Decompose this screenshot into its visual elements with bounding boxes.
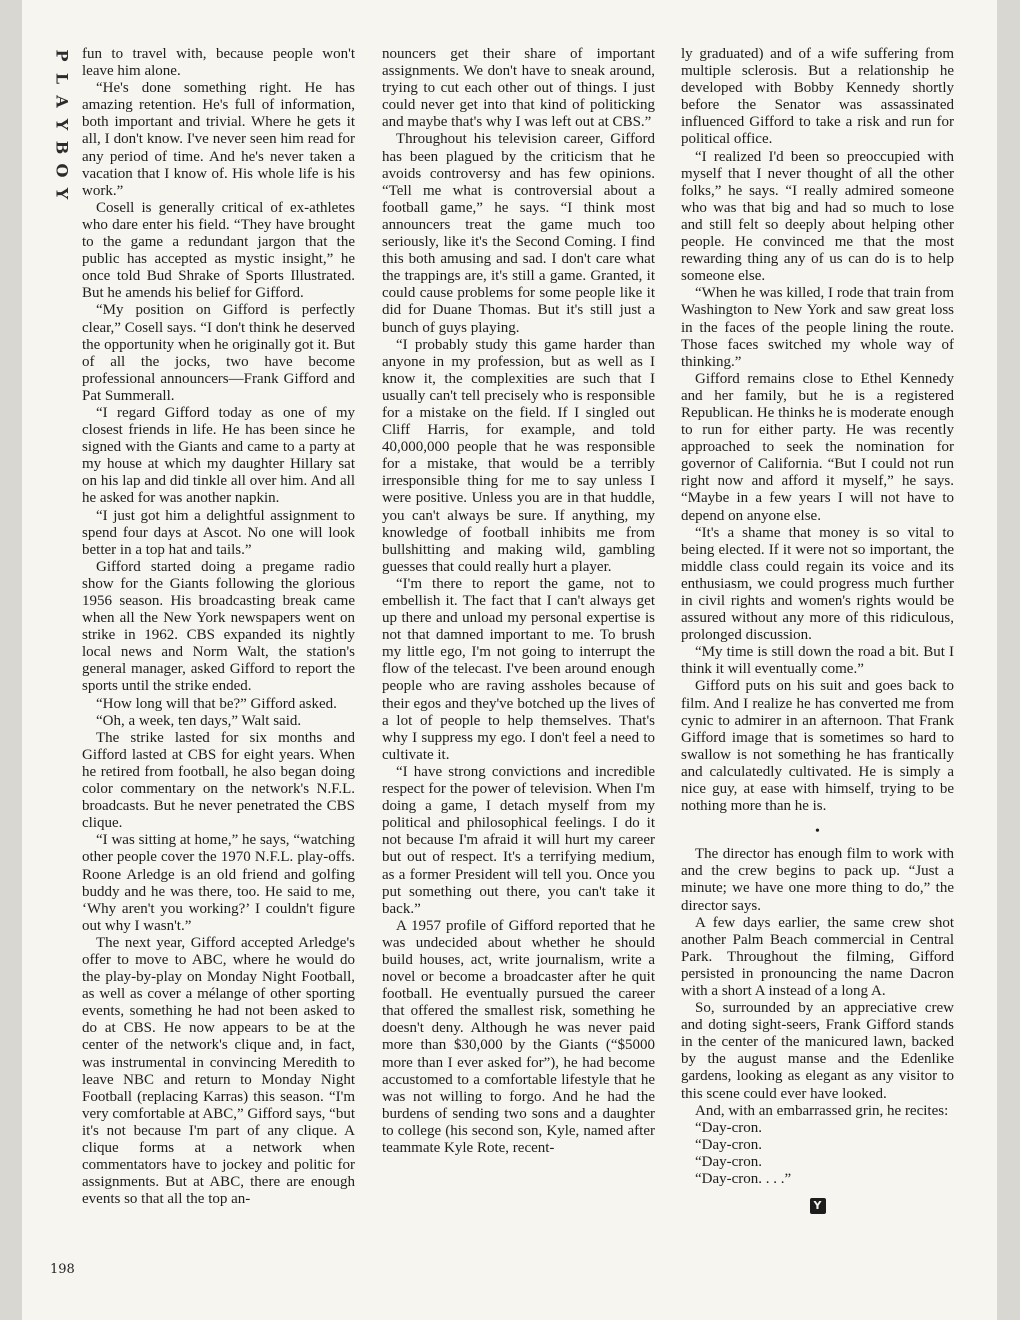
- paragraph: “How long will that be?” Gifford asked.: [96, 695, 337, 712]
- paragraph: nouncers get their share of important assignments. We don't have to sneak around, trying to cut each other out of things. I just could never get into that kind of politicking and maybe that's why I was left out at CBS.”: [382, 46, 655, 131]
- paragraph: “I just got him a delightful assignment to spend four days at Ascot. No one will look better in a top hat and tails.”: [82, 507, 355, 558]
- paragraph: fun to travel with, because people won't leave him alone.: [82, 46, 355, 80]
- paragraph: “When he was killed, I rode that train from Washington to New York and saw great loss in the faces of the people lining the route. Those faces switched my whole way of thinking.”: [681, 285, 954, 370]
- paragraph: The next year, Gifford accepted Arledge's offer to move to ABC, where he would do the play-by-play on Monday Night Football, as well as cover a mélange of other sporting events, something he had not been asked to do at CBS. He now appears to be at the center of the network's clique and, in fact, was instrumental in convincing Meredith to leave NBC and return to Monday Night Football (replacing Karras) this season. “I'm very comfortable at ABC,” Gifford says, “but it's not because I'm part of any clique. A clique forms at a network when commentators have to jockey and politic for assignments. But at ABC, there are enough events so that all the top an-: [82, 934, 355, 1208]
- section-break-bullet: •: [815, 824, 820, 840]
- paragraph: “He's done something right. He has amazing retention. He's full of information, both important and trivial. Where he gets it all, I don't know. I've never seen him read for any period of time. And he's never taken a vacation that I know of. His whole life is his work.”: [82, 80, 355, 199]
- paragraph: “My time is still down the road a bit. But I think it will eventually come.”: [681, 644, 954, 678]
- paragraph: The director has enough film to work with and the crew begins to pack up. “Just a minute; we have one more thing to do,” the director says.: [681, 846, 954, 914]
- magazine-letter: Y: [52, 118, 72, 131]
- text-column-3: [681, 46, 954, 1214]
- paragraph: “I'm there to report the game, not to embellish it. The fact that I can't always get up there and unload my personal expertise is not that damned important to me. To brush my little ego, I'm not going to interrupt the flow of the telecast. I've been around enough people who are raving assholes because of their egos and they've botched up the lives of a lot of people to help themselves. That's why I suppress my ego. I don't feel a need to cultivate it.: [382, 575, 655, 763]
- magazine-letter: B: [52, 140, 72, 155]
- magazine-name-vertical: [50, 44, 74, 205]
- paragraph: “I regard Gifford today as one of my closest friends in life. He has been since he signed with the Giants and came to a party at my house at which my daughter Hillary sat on his lap and did tinkle all over him. And all he asked for was another napkin.: [82, 404, 355, 507]
- paragraph: And, with an embarrassed grin, he recites:: [695, 1102, 949, 1119]
- paragraph: Throughout his television career, Gifford has been plagued by the criticism that he avoids controversy and has few opinions. “Tell me what is controversial about a football game,” he says. “I think most announcers treat the game much too seriously, like it's the Second Coming. I find this both amusing and sad. I don't care what the trappings are, it's still a game. Granted, it could cause problems for some people like it did for Duane Thomas. But it's still just a bunch of guys playing.: [382, 131, 655, 336]
- magazine-letter: A: [52, 95, 72, 108]
- paragraph: So, surrounded by an appreciative crew and doting sight-seers, Frank Gifford stands in the center of the manicured lawn, backed by the august manse and the Edenlike gardens, looking as elegant as any visitor to this scene could ever have looked.: [681, 1000, 954, 1102]
- paragraph: ly graduated) and of a wife suffering from multiple sclerosis. But a relationship he developed with Bobby Kennedy shortly before the Senator was assassinated influenced Gifford to take a risk and run for political office.: [681, 46, 954, 148]
- paragraph: “Day-cron.: [695, 1136, 763, 1153]
- paragraph: Gifford puts on his suit and goes back to film. And I realize he has converted me from cynic to admirer in an afternoon. That Frank Gifford image that is sometimes so hard to swallow is not something he has frantically and calculatedly cultivated. He is simply a nice guy, at ease with himself, trying to be nothing more than he is.: [681, 678, 954, 815]
- paragraph: “My position on Gifford is perfectly clear,” Cosell says. “I don't think he deserved the opportunity when he originally got it. But of all the jocks, two have become professional announcers—Frank Gifford and Pat Summerall.: [82, 302, 355, 404]
- paragraph: “Day-cron.: [695, 1153, 763, 1170]
- magazine-letter: L: [52, 72, 72, 85]
- magazine-letter: O: [52, 163, 72, 178]
- end-mark-icon: Y: [810, 1198, 826, 1214]
- paragraph: A 1957 profile of Gifford reported that he was undecided about whether he should build houses, act, write journalism, write a novel or become a broadcaster after he quit football. He eventually pursued the career that offered the smallest risk, something he doesn't deny. Although he was never paid more than $30,000 by the Giants (“$5000 more than I ever asked for”), he had become accustomed to a comfortable lifestyle that he was not willing to forgo. And he had the burdens of sending two sons and a daughter to college (his second son, Kyle, named after teammate Kyle Rote, recent-: [382, 917, 655, 1156]
- paragraph: “I was sitting at home,” he says, “watching other people cover the 1970 N.F.L. play-offs. Roone Arledge is an old friend and golfing buddy and he was there, too. He said to me, ‘Why aren't you working?’ I couldn't figure out why I wasn't.”: [82, 832, 355, 934]
- text-column-1: [82, 46, 355, 1208]
- paragraph: “Day-cron.: [695, 1119, 763, 1136]
- magazine-letter: Y: [52, 187, 72, 200]
- paragraph: “It's a shame that money is so vital to being elected. If it were not so important, the middle class could regain its voice and its enthusiasm, we could progress much further in civil rights and women's rights would be assured without any more of this ridiculous, prolonged discussion.: [681, 524, 954, 644]
- text-column-2: [382, 46, 655, 1157]
- paragraph: Gifford started doing a pregame radio show for the Giants following the glorious 1956 season. His broadcasting break came when all the New York newspapers went on strike in 1962. CBS expanded its nightly local news and Norm Walt, the station's general manager, asked Gifford to report the sports until the strike ended.: [82, 558, 355, 695]
- paragraph: Gifford remains close to Ethel Kennedy and her family, but he is a registered Republican. He thinks he is moderate enough to run for either party. He was recently approached to seek the nomination for governor of California. “But I could not run right now and afford it myself,” he says. “Maybe in a few years I will not have to depend on anyone else.: [681, 370, 954, 524]
- paragraph: “Oh, a week, ten days,” Walt said.: [96, 712, 302, 729]
- paragraph: A few days earlier, the same crew shot another Palm Beach commercial in Central Park. Throughout the filming, Gifford persisted in pronouncing the name Dacron with a short A instead of a long A.: [681, 914, 954, 999]
- paragraph: “Day-cron. . . .”: [695, 1171, 792, 1187]
- paragraph: The strike lasted for six months and Gifford lasted at CBS for eight years. When he retired from football, he also began doing color commentary on the network's N.F.L. broadcasts. But he never penetrated the CBS clique.: [82, 729, 355, 832]
- paragraph: “I realized I'd been so preoccupied with myself that I never thought of all the other folks,” he says. “I really admired someone who was that big and had so much to lose and still felt so deeply about helping other people. He convinced me that the most rewarding thing any of us can do is to help someone else.: [681, 148, 954, 285]
- page-number: 198: [50, 1262, 75, 1277]
- paragraph: “I probably study this game harder than anyone in my profession, but as well as I know it, the complexities are such that I usually can't tell precisely who is responsible for a mistake on the field. If I singled out Cliff Harris, for example, and told 40,000,000 people that he was responsible for a mistake, that would be a terribly irresponsible thing for me to say unless I were positive. Unless you are in that huddle, you can't always be sure. If anything, my knowledge of football inhibits me from bullshitting and making wild, gambling guesses that could really hurt a player.: [382, 336, 655, 575]
- magazine-letter: P: [52, 49, 72, 62]
- paragraph: Cosell is generally critical of ex-athletes who dare enter his field. “They have brought to the game a redundant jargon that the public has accepted as mystic insight,” he once told Bud Shrake of Sports Illustrated. But he amends his belief for Gifford.: [82, 199, 355, 302]
- paragraph: “I have strong convictions and incredible respect for the power of television. When I'm doing a game, I detach myself from my political and philosophical feelings. I do it not because I'm afraid it will hurt my career but out of respect. It's a terrifying medium, as a former President will tell you. Once you put something out there, you can't take it back.”: [382, 763, 655, 917]
